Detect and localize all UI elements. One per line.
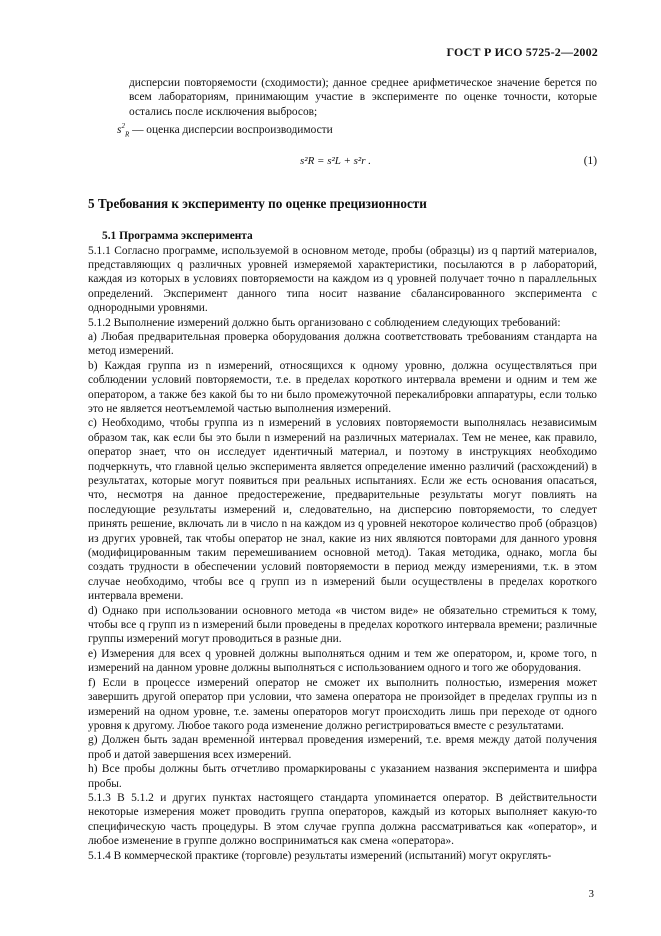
section-title: 5 Требования к эксперименту по оценке прецизионности	[88, 195, 427, 211]
paragraph: 5.1.2 Выполнение измерений должно быть организовано с соблюдением следующих требований:	[88, 316, 561, 329]
list-item: b) Каждая группа из n измерений, относящихся к одному уровню, должна осуществляться при соблюдении условий повторяемости, т.е. в пределах короткого интервала времени и одним и тем же оператором, а также без какой бы то ни было промежуточной перекалибровки аппаратуры, если только это не является неотъемлемой частью выполнения измерений.	[88, 359, 597, 415]
document-body	[88, 76, 597, 863]
formula-expression: s²R = s²L + s²r .	[300, 154, 372, 167]
definition-item	[117, 119, 597, 141]
definition-block	[88, 76, 597, 142]
list-item: e) Измерения для всех q уровней должны выполняться одним и тем же оператором, и, кроме того, n измерений на данном уровне должны выполняться с использованием одного и того же оборудования.	[88, 647, 597, 675]
formula-number: (1)	[583, 154, 597, 167]
list-item: g) Должен быть задан временно́й интервал проведения измерений, т.е. время между датой получения проб и датой завершения всех измерений.	[88, 734, 597, 761]
subsection-title: 5.1 Программа эксперимента	[102, 230, 253, 243]
list-item: a) Любая предварительная проверка оборудования должна соответствовать требованиям стандарта на метод измерений.	[88, 330, 597, 358]
definition-symbol: $s^2_R$	[117, 122, 130, 139]
paragraph: 5.1.3 В 5.1.2 и других пунктах настоящего стандарта упоминается оператор. В действительности некоторые измерения может проводить группа операторов, каждый из которых выполняет какую-то специфическую часть процедуры. В этом случае группа должна рассматриваться как «оператор», и любое изменение в группе должно восприниматься как смена «оператора».	[88, 791, 597, 848]
list-item: c) Необходимо, чтобы группа из n измерений в условиях повторяемости выполнялась независимым образом так, как если бы это были n измерений на различных материалах. Тем не менее, как правило, оператор знает, что он исследует идентичный материал, и поэтому в инструкциях необходимо подчеркнуть, что главной целью эксперимента является определение именно различий (расхождений) в результатах, которые могут появиться при реальных испытаниях. Если же есть основания опасаться, что, несмотря на данное предостережение, предварительные результаты могут повлиять на последующие результаты измерений и, следовательно, на дисперсию повторяемости, то следует принять решение, включать ли в число n на каждом из q уровней некоторое количество проб (образцов) из других уровней, так чтобы оператор не знал, какие из них являются повторами для данного уровня (модифицированным таким перемешиванием основной метод). Такая методика, однако, могла бы создать трудности в обеспечении условий повторяемости в период между измерениями, т.к. в этом случае необходимо, чтобы все q групп из n измерений были осуществлены в пределах короткого интервала времени.	[88, 417, 597, 603]
formula-row	[88, 146, 597, 176]
definition-continuation: дисперсии повторяемости (сходимости); данное среднее арифметическое значение берется по всем лабораториям, принимающим участие в эксперименте по оценке точности, которые остались после исключения выбросов;	[129, 77, 597, 118]
standard-header: ГОСТ Р ИСО 5725-2—2002	[446, 45, 598, 59]
list-item: h) Все пробы должны быть отчетливо промаркированы с указанием названия эксперимента и шифра пробы.	[88, 763, 597, 790]
page-number: 3	[588, 888, 594, 900]
list-item: f) Если в процессе измерений оператор не сможет их выполнить полностью, измерения может завершить другой оператор при условии, что замена оператора не произойдет в пределах группы из n измерений на одном уровне, т.е. замены операторов могут происходить лишь при переходе от одного уровня к другому. Любое такого рода изменение должно регистрироваться вместе с результатами.	[88, 676, 597, 732]
paragraph: 5.1.4 В коммерческой практике (торговле) результаты измерений (испытаний) могут округлять-	[88, 849, 552, 862]
paragraph: 5.1.1 Согласно программе, используемой в основном методе, пробы (образцы) из q партий материалов, представляющих q различных уровней измеряемой характеристики, посылаются в p лабораторий, каждая из которых в условиях повторяемости на каждом из q уровней получает точно n параллельных определений. Эксперимент данного типа носит название сбалансированного эксперимента с однородными уровнями.	[88, 244, 597, 315]
list-item: d) Однако при использовании основного метода «в чистом виде» не обязательно стремиться к тому, чтобы все q групп из n измерений были проведены в пределах короткого интервала времени; различные группы измерений могут проводиться в разные дни.	[88, 604, 597, 646]
definition-text: — оценка дисперсии воспроизводимости	[129, 124, 333, 137]
